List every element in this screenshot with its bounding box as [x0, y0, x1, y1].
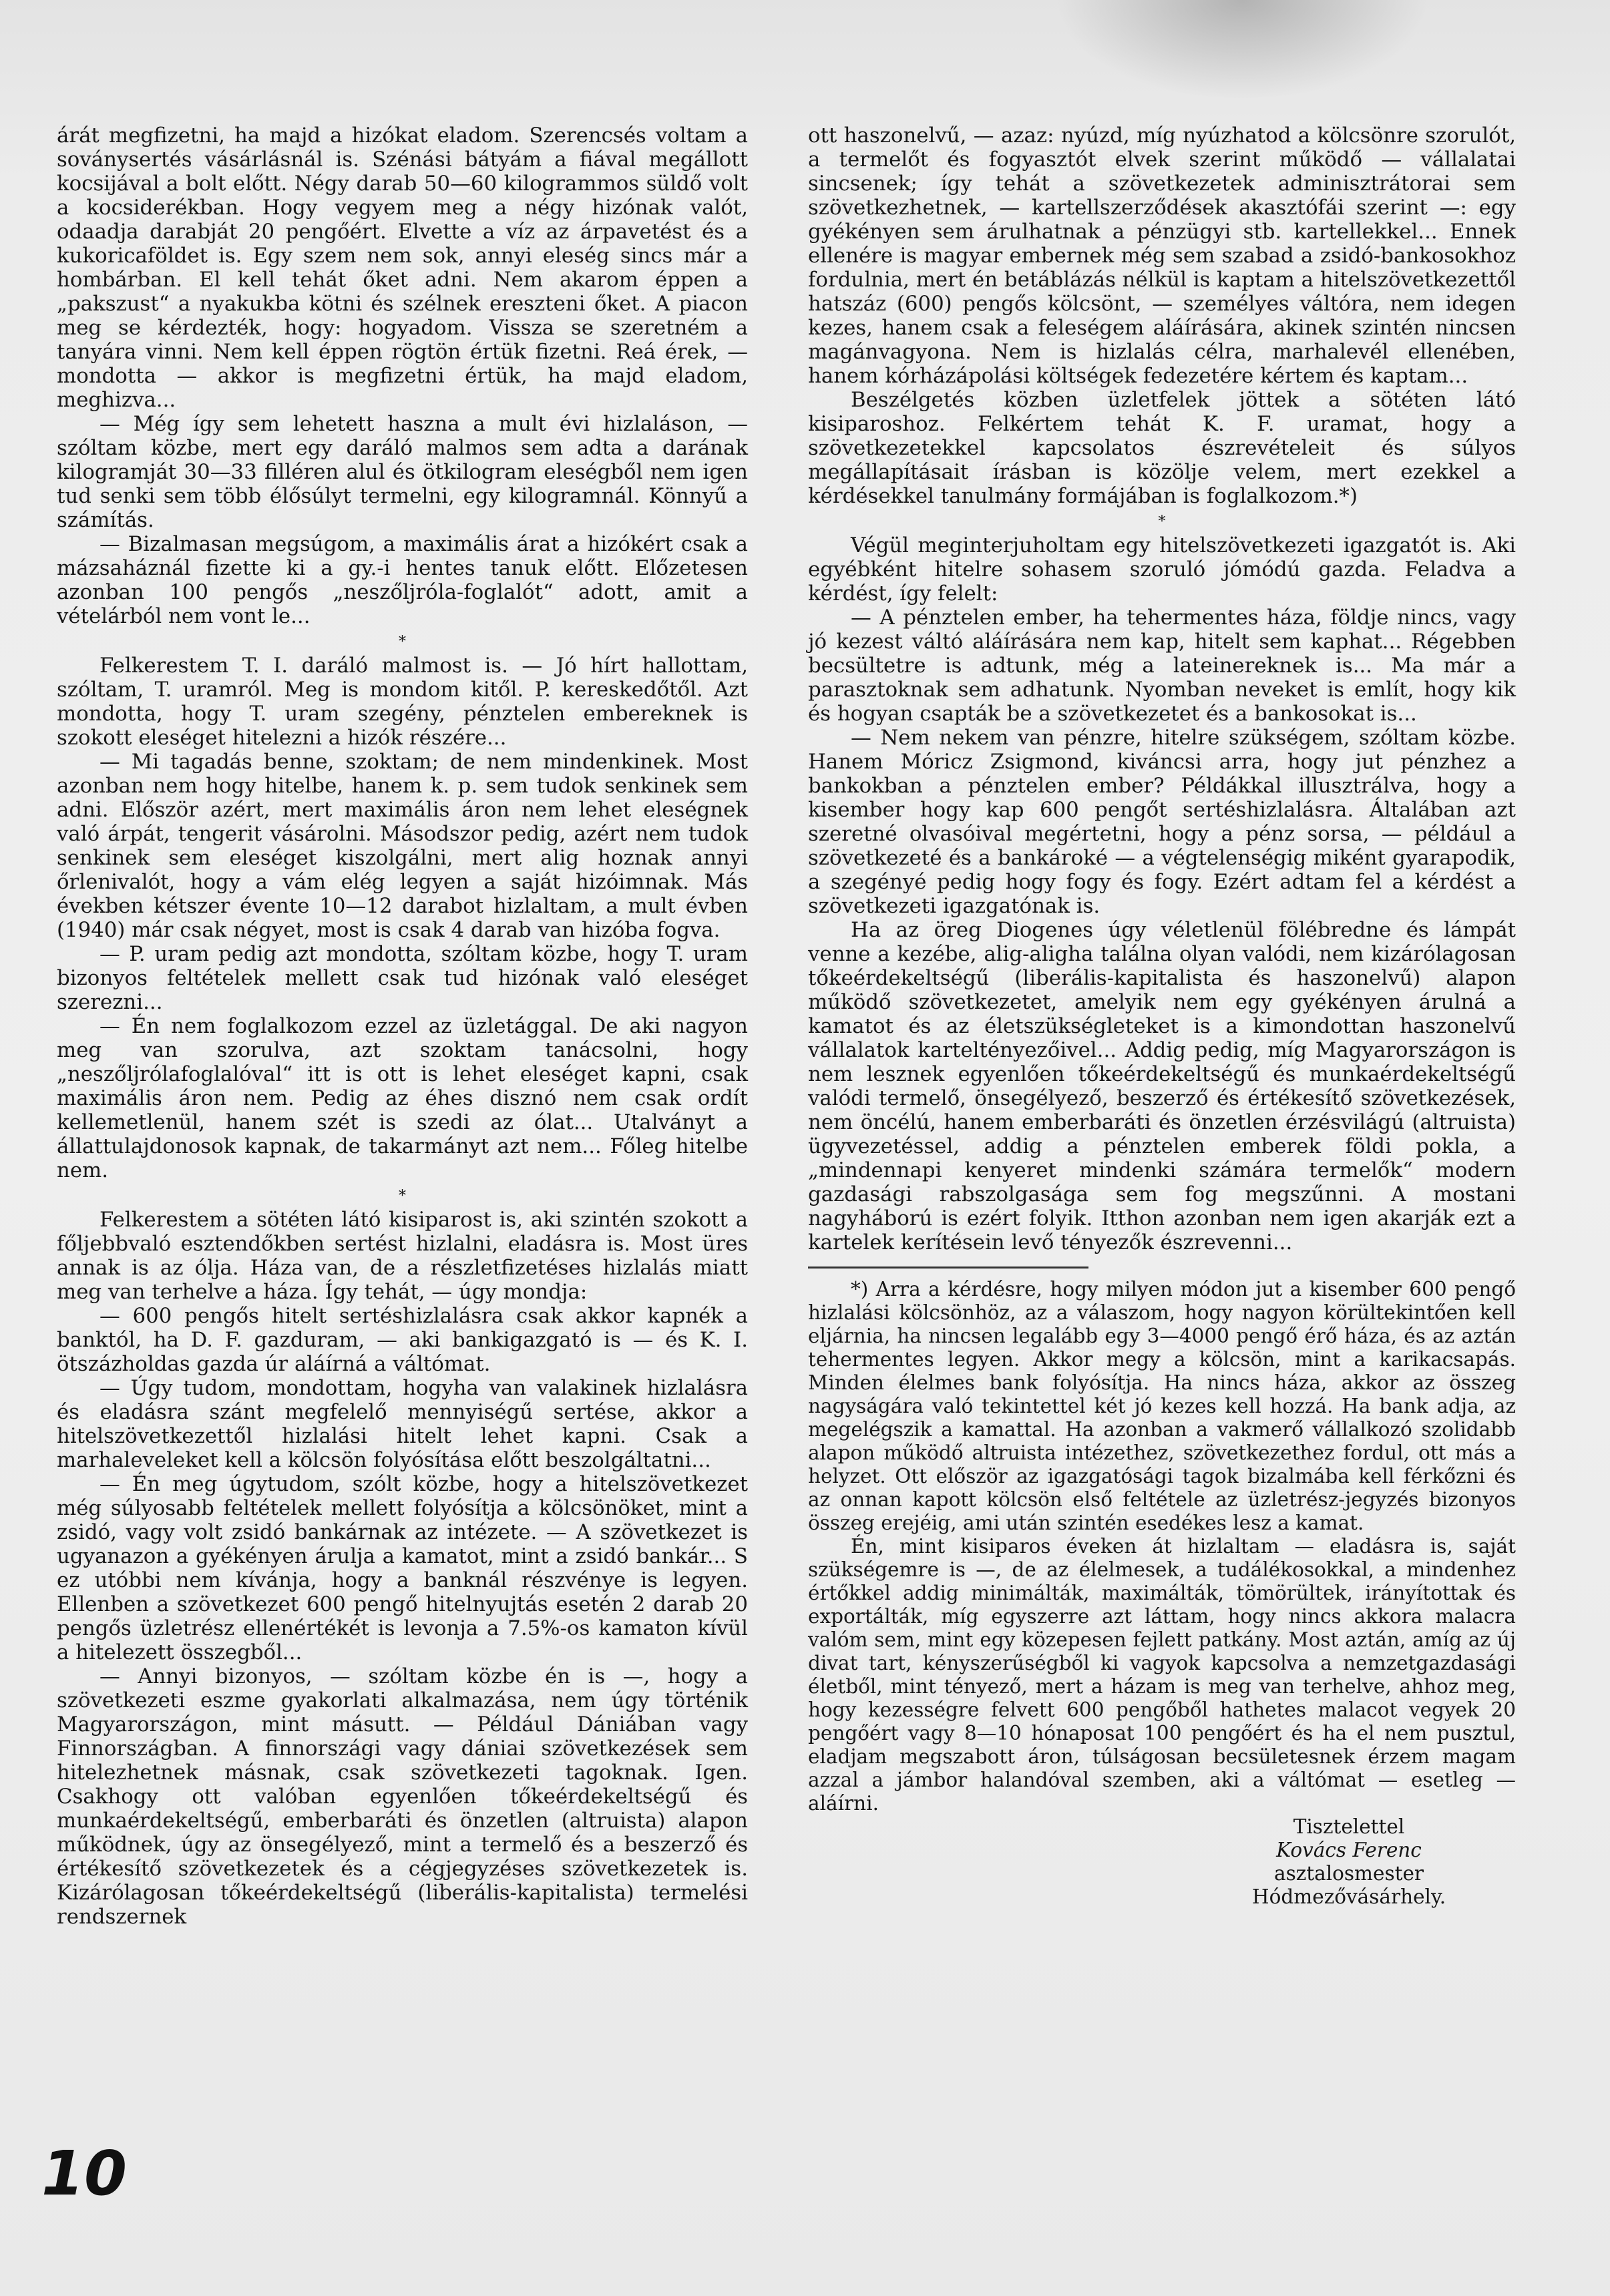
paragraph: — Én nem foglalkozom ezzel az üzletággal. De aki nagyon meg van szorulva, azt szoktam tanácsolni, hogy „neszőljrólafoglalóval“ itt is ott is lehet eleséget kapni, csak maximális áron nem. Pedig az éhes disznó nem csak ordít kellemetlenül, hanem szét is szedi az ólat... Utalványt a állattulajdonosok kapnak, de takarmányt azt nem... Főleg hitelbe nem.: [57, 1014, 748, 1182]
paragraph: — Még így sem lehetett haszna a mult évi hizlaláson, — szóltam közbe, mert egy daráló malmos sem adta a darának kilogramját 30—33 filléren alul és ötkilogram eleségből nem igen tud senki sem több élősúlyt termelni, egy kilogramnál. Könnyű a számítás.: [57, 412, 748, 532]
paragraph: Beszélgetés közben üzletfelek jöttek a sötéten látó kisiparoshoz. Felkértem tehát K. F. uramat, hogy a szövetkezetekkel kapcsolatos észrevételeit és súlyos megállapításait írásban is közölje velem, mert ezekkel a kérdésekkel tanulmány formájában is foglalkozom.*): [808, 388, 1516, 508]
signature-place: Hódmezővásárhely.: [1251, 1885, 1446, 1908]
paragraph: — P. uram pedig azt mondotta, szóltam közbe, hogy T. uram bizonyos feltételek mellett csak tud hizónak való eleséget szerezni...: [57, 942, 748, 1014]
signature-greeting: Tisztelettel: [1293, 1815, 1405, 1838]
right-column: [808, 124, 1516, 1909]
left-column: [57, 124, 748, 1929]
footnote: *) Arra a kérdésre, hogy milyen módon jut a kisember 600 pengő hizlalási kölcsönhöz, az a válaszom, hogy nagyon körültekintően kell eljárnia, ha nincsen legalább egy 3—4000 pengő érő háza, és az aztán tehermentes legyen. Akkor megy a kölcsön, mint a karikacsapás. Minden élelmes bank folyósítja. Ha nincs háza, akkor az összeg nagyságára való tekintettel két jó kezes kell hozzá. Ha bank adja, az megelégszik a kamattal. Ha azonban a vakmerő vállalkozó szolidabb alapon működő altruista intézethez, szövetkezethez fordul, ott más a helyzet. Ott először az igazgatósági tagok bizalmába kell férkőzni és az onnan kapott kölcsön első feltétele az üzletrész-jegyzés bizonyos összeg erejéig, ami után szintén esedékes lesz a kamat.: [808, 1278, 1516, 1534]
paragraph: Ha az öreg Diogenes úgy véletlenül fölébredne és lámpát venne a kezébe, alig-aligha találna olyan valódi, nem kizárólagosan tőkeérdekeltségű (liberális-kapitalista és haszonelvű) alapon működő szövetkezetet, amelyik nem egy gyékényen árulná a kamatot és az életszükségleteket is a kimondottan haszonelvű vállalatok karteltényezőivel... Addig pedig, míg Magyarországon is nem lesznek egyenlően tőkeérdekeltségű és munkaérdekeltségű valódi termelő, önsegélyező, beszerző és értékesítő szövetkezések, nem öncélú, hanem emberbaráti és önzetlen érzésvilágú (altruista) ügyvezetéssel, addig a pénztelen emberek földi pokla, a „mindennapi kenyeret mindenki számára termelők“ modern gazdasági rabszolgasága sem fog megszűnni. A mostani nagyháború is ezért folyik. Itthon azonban nem igen akarják ezt a kartelek kerítésein levő tényezők észrevenni...: [808, 918, 1516, 1254]
paragraph: ott haszonelvű, — azaz: nyúzd, míg nyúzhatod a kölcsönre szorulót, a termelőt és fogyasztót elvek szerint működő — vállalatai sincsenek; így tehát a szövetkezetek adminisztrátorai sem szövetkezhetnek, — kartellszerződések akasztófái szerint —: egy gyékényen sem árulhatnak a pénzügyi stb. kartellekkel... Ennek ellenére is magyar embernek még sem szabad a zsidó-bankosokhoz fordulnia, mert én betáblázás nélkül is kaptam a hitelszövetkezettől hatszáz (600) pengős kölcsönt, — személyes váltóra, nem idegen kezes, hanem csak a feleségem aláírására, akinek szintén nincsen magánvagyona. Nem is hizlalás célra, marhalevél ellenében, hanem kórházápolási költségek fedezetére kértem és kaptam...: [808, 124, 1516, 388]
footnote-divider: [808, 1267, 1088, 1269]
signature-name: Kovács Ferenc: [1276, 1839, 1422, 1861]
paragraph: Felkerestem a sötéten látó kisiparost is, aki szintén szokott a főljebbvaló esztendőkben sertést hizlalni, eladásra is. Most üres annak is az ólja. Háza van, de a részletfizetéses hizlalás miatt meg van terhelve a háza. Így tehát, — úgy mondja:: [57, 1208, 748, 1304]
section-separator: *: [1158, 513, 1166, 530]
paragraph: — Én meg úgytudom, szólt közbe, hogy a hitelszövetkezet még súlyosabb feltételek mellett folyósítja a kölcsönöket, mint a zsidó, vagy volt zsidó bankárnak az intézete. — A szövetkezet is ugyanazon a gyékényen árulja a kamatot, mint a zsidó bankár... S ez utóbbi nem kívánja, hogy a banknál részvénye is legyen. Ellenben a szövetkezet 600 pengő hitelnyujtás esetén 2 darab 20 pengős üzletrész ellenértékét is levonja a 7.5%-os kamaton kívül a hitelezett összegből...: [57, 1472, 748, 1664]
section-separator: *: [399, 634, 406, 650]
paragraph: — A pénztelen ember, ha tehermentes háza, földje nincs, vagy jó kezest váltó aláírására nem kap, hitelt sem kaphat... Régebben becsültetre is adtunk, még a lateinereknek is... Ma már a parasztoknak sem adhatunk. Nyomban neveket is említ, hogy kik és hogyan csapták be a szövetkezetet és a bankosokat is...: [808, 606, 1516, 726]
paragraph: — Úgy tudom, mondottam, hogyha van valakinek hizlalásra és eladásra szánt megfelelő mennyiségű sertése, akkor a hitelszövetkezettől hizlalási hitelt lehet kapni. Csak a marhaleveleket kell a kölcsön folyósítása előtt beszolgáltatni...: [57, 1376, 748, 1472]
paper-stain: [1055, 0, 1429, 100]
paragraph: — Mi tagadás benne, szoktam; de nem mindenkinek. Most azonban nem hogy hitelbe, hanem k. p. sem tudok senkinek sem adni. Először azért, mert maximális áron nem lehet eleségnek való árpát, tengerit vásárolni. Másodszor pedig, azért nem tudok senkinek sem eleséget kiszolgálni, mert alig hoznak annyi őrlenivalót, hogy a vám elég legyen a saját hizóimnak. Más években kétszer évente 10—12 darabot hizlaltam, a mult évben (1940) már csak négyet, most is csak 4 darab van hizóba fogva.: [57, 750, 748, 942]
paragraph: — Nem nekem van pénzre, hitelre szükségem, szóltam közbe. Hanem Móricz Zsigmond, kiváncsi arra, hogy jut pénzhez a bankokban a pénztelen ember? Példákkal illusztrálva, hogy a kisember hogy kap 600 pengőt sertéshizlalásra. Általában azt szeretné olvasóival megértetni, hogy a pénz sorsa, — például a szövetkezeté és a bankároké — a végtelenségig miként gyarapodik, a szegényé pedig hogy fogy és fogy. Ezért adtam fel a kérdést a szövetkezeti igazgatónak is.: [808, 726, 1516, 918]
paragraph: árát megfizetni, ha majd a hizókat eladom. Szerencsés voltam a soványsertés vásárlásnál is. Szénási bátyám a fiával megállott kocsijával a bolt előtt. Négy darab 50—60 kilogrammos süldő volt a kocsiderékban. Hogy vegyem meg a négy hizónak valót, odaadja darabját 20 pengőért. Elvette a víz az árpavetést és a kukoricaföldet is. Egy szem nem sok, annyi eleség sincs már a hombárban. El kell tehát őket adni. Nem akarom éppen a „pakszust“ a nyakukba kötni és szélnek ereszteni őket. A piacon meg se kérdezték, hogy: hogyadom. Vissza se szeretném a tanyára vinni. Nem kell éppen rögtön értük fizetni. Reá érek, — mondotta — akkor is megfizetni értük, ha majd eladom, meghizva...: [57, 124, 748, 412]
paragraph: — Bizalmasan megsúgom, a maximális árat a hizókért csak a mázsaháznál fizette ki a gy.-i hentes tanuk előtt. Előzetesen azonban 100 pengős „neszőljróla-foglalót“ adott, amit a vételárból nem vont le...: [57, 532, 748, 628]
paragraph: — 600 pengős hitelt sertéshizlalásra csak akkor kapnék a banktól, ha D. F. gazduram, — aki bankigazgató is — és K. I. ötszázholdas gazda úr aláírná a váltómat.: [57, 1304, 748, 1376]
signature-block: [808, 1815, 1516, 1909]
paragraph: Végül meginterjuholtam egy hitelszövetkezeti igazgatót is. Aki egyébként hitelre sohasem szoruló jómódú gazda. Feladva a kérdést, így felelt:: [808, 533, 1516, 606]
paragraph: Felkerestem T. I. daráló malmost is. — Jó hírt hallottam, szóltam, T. uramról. Meg is mondom kitől. P. kereskedőtől. Azt mondotta, hogy T. uram szegény, pénztelen embereknek is szokott eleséget hitelezni a hizók részére...: [57, 654, 748, 750]
page-number: 10: [41, 2138, 128, 2209]
footnote: Én, mint kisiparos éveken át hizlaltam — eladásra is, saját szükségemre is —, de az élelmesek, a tudálékosokkal, a mindenhez értőkkel addig minimálták, maximálták, tömörültek, irányítottak és exportálták, míg egyszerre azt láttam, hogy nincs akkora malacra valóm sem, mint egy közepesen fejlett patkány. Most aztán, amíg az új divat tart, kényszerűségből ki vagyok kapcsolva a nemzetgazdasági életből, mint tényező, mert a házam is meg van terhelve, ahhoz meg, hogy kezességre felvett 600 pengőből hathetes malacot vegyek 20 pengőért vagy 8—10 hónaposat 100 pengőért és ha el nem pusztul, eladjam megszabott áron, túlságosan becsületesnek érzem magam azzal a jámbor halandóval szemben, aki a váltómat — esetleg — aláírni.: [808, 1535, 1516, 1815]
section-separator: *: [399, 1188, 406, 1204]
signature-title: asztalosmester: [1273, 1862, 1424, 1885]
paragraph: — Annyi bizonyos, — szóltam közbe én is —, hogy a szövetkezeti eszme gyakorlati alkalmazása, nem úgy történik Magyarországon, mint másutt. — Például Dániában vagy Finnországban. A finnországi vagy dániai szövetkezések sem hitelezhetnek másnak, csak szövetkezeti tagoknak. Igen. Csakhogy ott valóban egyenlően tőkeérdekeltségű és munkaérdekeltségű, emberbaráti és önzetlen (altruista) alapon működnek, úgy az önsegélyező, mint a termelő és a beszerző és értékesítő szövetkezetek és a cégjegyzéses szövetkezetek is. Kizárólagosan tőkeérdekeltségű (liberális-kapitalista) termelési rendszernek: [57, 1664, 748, 1929]
